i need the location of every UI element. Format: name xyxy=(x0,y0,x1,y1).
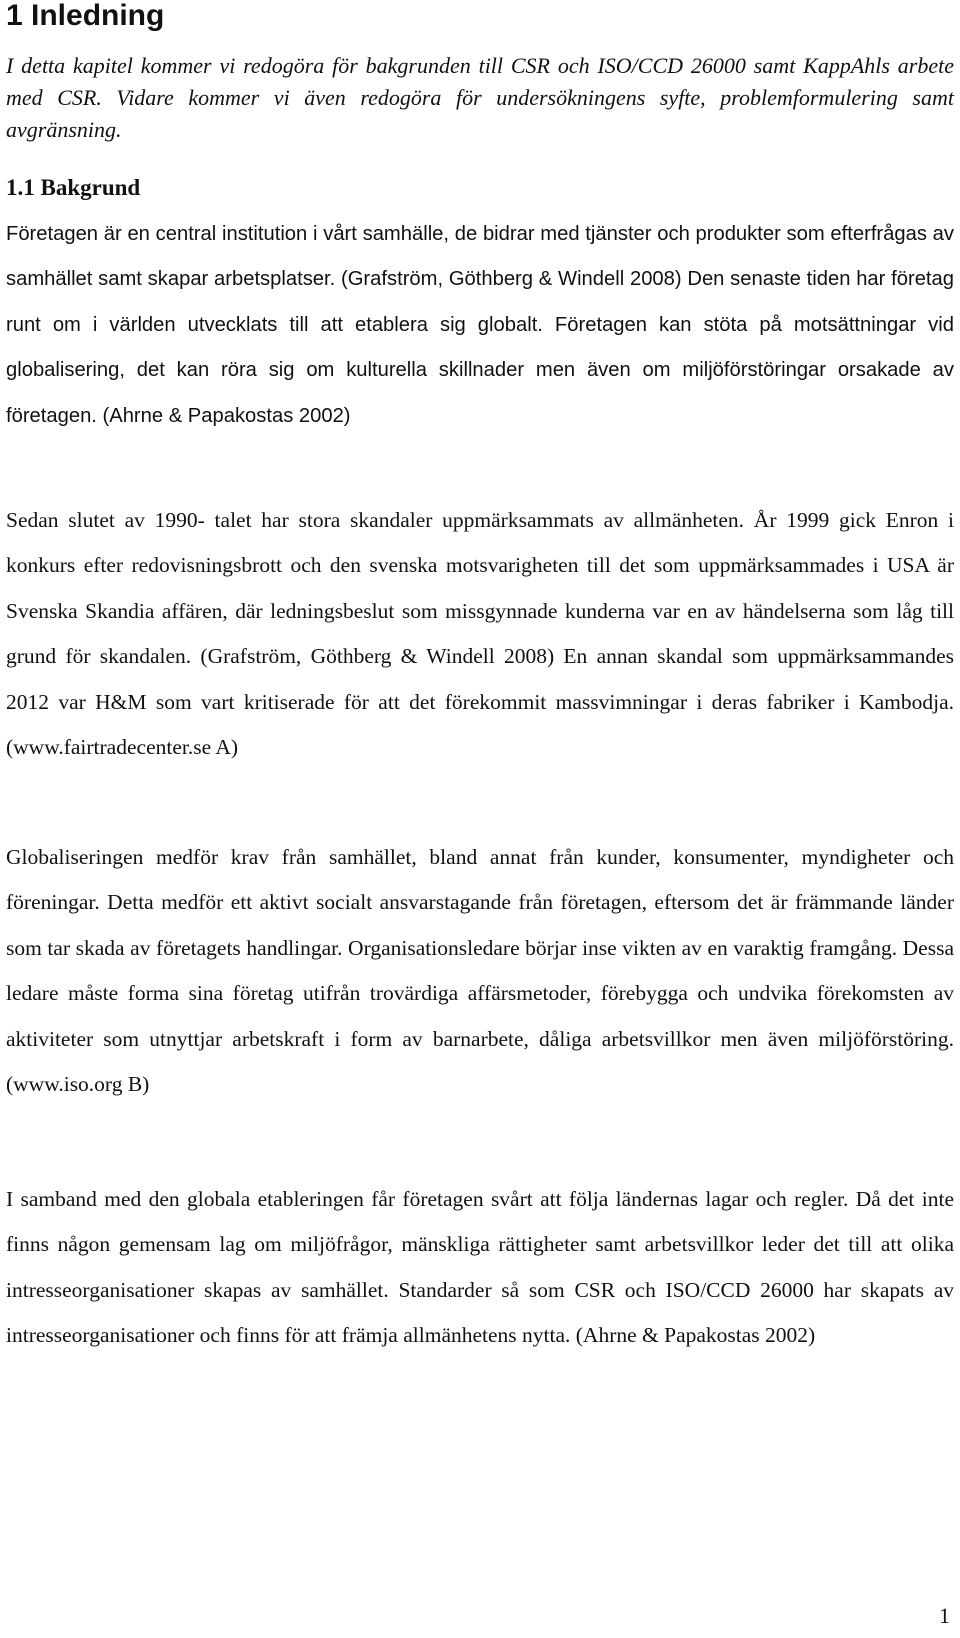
chapter-intro: I detta kapitel kommer vi redogöra för bakgrunden till CSR och ISO/CCD 26000 samt KappAhls arbete med CSR. Vidare kommer vi även redogöra för undersökningens syfte, problemformulering samt avgränsning. xyxy=(6,53,954,142)
section-title: 1.1 Bakgrund xyxy=(6,175,141,200)
body-paragraph: Företagen är en central institution i vårt samhälle, de bidrar med tjänster och produkter som efterfrågas av samhället samt skapar arbetsplatser. (Grafström, Göthberg & Windell 2008) Den senaste tiden har företag runt om i världen utvecklats till att etablera sig globalt. Företagen kan stöta på motsättningar vid globalisering, det kan röra sig om kulturella skillnader men även om miljöförstöringar orsakade av företagen. (Ahrne & Papakostas 2002) xyxy=(6,223,954,427)
page-number: 1 xyxy=(939,1603,950,1628)
body-paragraph: I samband med den globala etableringen får företagen svårt att följa ländernas lagar och regler. Då det inte finns någon gemensam lag om miljöfrågor, mänskliga rättigheter samt arbetsvillkor leder det till att olika intresseorganisationer skapas av samhället. Standarder så som CSR och ISO/CCD 26000 har skapats av intresseorganisationer och finns för att främja allmänhetens nytta. (Ahrne & Papakostas 2002) xyxy=(6,1187,954,1348)
body-paragraph: Sedan slutet av 1990- talet har stora skandaler uppmärksammats av allmänheten. År 1999 gick Enron i konkurs efter redovisningsbrott och den svenska motsvarigheten till det som uppmärksammades i USA är Svenska Skandia affären, där ledningsbeslut som missgynnade kunderna var en av händelserna som låg till grund för skandalen. (Grafström, Göthberg & Windell 2008) En annan skandal som uppmärksammandes 2012 var H&M som vart kritiserade för att det förekommit massvimningar i deras fabriker i Kambodja. (www.fairtradecenter.se A) xyxy=(6,508,954,760)
chapter-title: 1 Inledning xyxy=(6,0,165,32)
body-paragraph: Globaliseringen medför krav från samhället, bland annat från kunder, konsumenter, myndigheter och föreningar. Detta medför ett aktivt socialt ansvarstagande från företagen, eftersom det är främmande länder som tar skada av företagets handlingar. Organisationsledare börjar inse vikten av en varaktig framgång. Dessa ledare måste forma sina företag utifrån trovärdiga affärsmetoder, förebygga och undvika förekomsten av aktiviteter som utnyttjar arbetskraft i form av barnarbete, dåliga arbetsvillkor men även miljöförstöring. (www.iso.org B) xyxy=(6,845,954,1097)
